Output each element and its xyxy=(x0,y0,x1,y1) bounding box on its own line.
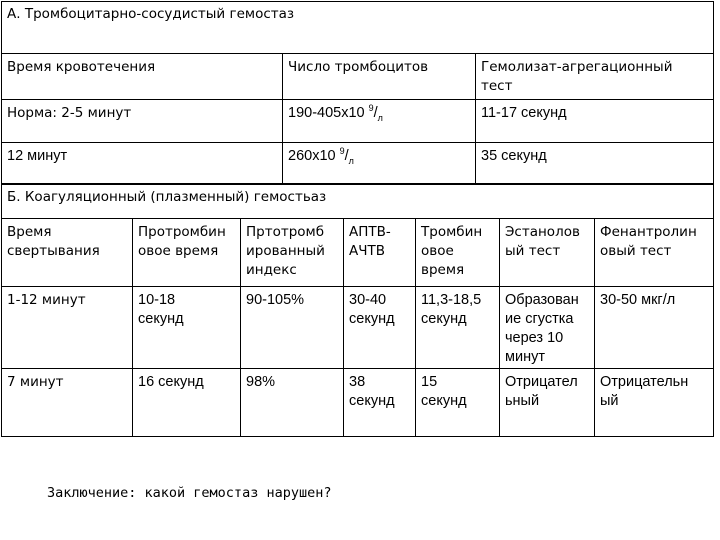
header-prothrombin-time: Протромбин овое время xyxy=(133,219,241,286)
norm-prothrombin-time: 10-18 секунд xyxy=(133,287,241,368)
patient-aptt: 38 секунд xyxy=(344,369,416,436)
header-aggregation-test: Гемолизат-агрегационный тест xyxy=(481,59,673,94)
table-a-norm-row xyxy=(2,100,713,143)
header-prothrombin-index: Пртотромб ированный индекс xyxy=(241,219,344,286)
norm-bleeding-time: Норма: 2-5 минут xyxy=(2,100,283,142)
norm-prothrombin-index: 90-105% xyxy=(241,287,344,368)
patient-platelet-count: 260х10 $^9/_л$ xyxy=(283,143,476,184)
header-clotting-time: Время свертывания xyxy=(2,219,133,286)
conclusion-question: Заключение: какой гемостаз нарушен? xyxy=(47,485,332,501)
header-platelet-count: Число тромбоцитов xyxy=(283,54,476,99)
table-a-patient-row xyxy=(2,143,713,184)
table-a-title-row xyxy=(2,2,713,54)
patient-phenanthroline-test: Отрицательн ый xyxy=(600,374,689,409)
header-phenanthroline-test: Фенантролин овый тест xyxy=(600,224,697,259)
table-b-header-row xyxy=(2,219,713,287)
patient-prothrombin-index: 98% xyxy=(241,369,344,436)
patient-ethanol-test: Отрицател ьный xyxy=(500,369,595,436)
patient-bleeding-time: 12 минут xyxy=(2,143,283,184)
table-a-header-row xyxy=(2,54,713,100)
table-b-title-row xyxy=(2,185,713,219)
patient-prothrombin-time: 16 секунд xyxy=(133,369,241,436)
patient-aggregation-test: 35 секунд xyxy=(481,148,547,164)
table-b-title: Б. Коагуляционный (плазменный) гемостьаз xyxy=(7,189,327,205)
norm-phenanthroline-test: 30-50 мкг/л xyxy=(600,292,676,308)
header-bleeding-time: Время кровотечения xyxy=(2,54,283,99)
hemostasis-table-b xyxy=(1,184,714,437)
table-b-patient-row xyxy=(2,369,713,436)
header-aptt: АПТВ- АЧТВ xyxy=(344,219,416,286)
norm-clotting-time: 1-12 минут xyxy=(2,287,133,368)
norm-aggregation-test: 11-17 секунд xyxy=(481,105,567,121)
table-a-title: А. Тромбоцитарно-сосудистый гемостаз xyxy=(7,6,295,22)
header-thrombin-time: Тромбин овое время xyxy=(416,219,500,286)
table-b-norm-row xyxy=(2,287,713,369)
header-ethanol-test: Эстанолов ый тест xyxy=(500,219,595,286)
norm-ethanol-test: Образован ие сгустка через 10 минут xyxy=(500,287,595,368)
norm-thrombin-time: 11,3-18,5 секунд xyxy=(416,287,500,368)
norm-aptt: 30-40 секунд xyxy=(344,287,416,368)
norm-platelet-count: 190-405х10 $^9/_л$ xyxy=(283,100,476,142)
hemostasis-table-a xyxy=(1,1,714,184)
patient-thrombin-time: 15 секунд xyxy=(416,369,500,436)
patient-clotting-time: 7 минут xyxy=(2,369,133,436)
